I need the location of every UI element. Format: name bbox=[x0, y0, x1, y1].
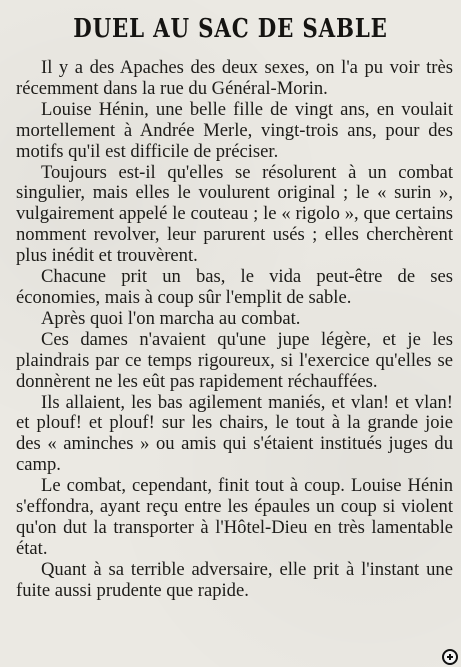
article-paragraph-9: Quant à sa terrible adversaire, elle prit à l'instant une fuite aussi prudente que rapide. bbox=[16, 558, 453, 601]
article-title: DUEL AU SAC DE SABLE bbox=[73, 14, 388, 44]
zoom-in-icon[interactable] bbox=[442, 649, 458, 665]
article-paragraph-6: Ces dames n'avaient qu'une jupe légère, et je les plaindrais par ce temps rigoureux, si l'exercice qu'elles se donnèrent ne les eût pas rapidement réchauffées. bbox=[16, 328, 453, 392]
article-paragraph-3: Toujours est-il qu'elles se résolurent à un combat singulier, mais elles le voulurent original ; le « surin », vulgairement appelé le couteau ; le « rigolo », que certains nomment revolver, leur parurent usés ; elles cherchèrent plus inédit et trouvèrent. bbox=[16, 161, 453, 267]
article-paragraph-4: Chacune prit un bas, le vida peut-être de ses économies, mais à coup sûr l'emplit de sable. bbox=[16, 266, 453, 308]
article-paragraph-8: Le combat, cependant, finit tout à coup. Louise Hénin s'effondra, ayant reçu entre les épaules un coup si violent qu'on dut la transporter à l'Hôtel-Dieu en très lamentable état. bbox=[16, 475, 453, 559]
article-paragraph-5: Après quoi l'on marcha au combat. bbox=[41, 307, 301, 329]
article-paragraph-2: Louise Hénin, une belle fille de vingt ans, en voulait mortellement à Andrée Merle, vingt-trois ans, pour des motifs qu'il est difficile de préciser. bbox=[16, 98, 453, 162]
article-body bbox=[16, 58, 453, 602]
article-paragraph-1: Il y a des Apaches des deux sexes, on l'a pu voir très récemment dans la rue du Général-Morin. bbox=[16, 57, 453, 99]
article-paragraph-7: Ils allaient, les bas agilement maniés, et vlan! et vlan! et plouf! et plouf! sur les chairs, le tout à la grande joie des « aminches » ou amis qui s'étaient institués juges du camp. bbox=[16, 391, 453, 476]
